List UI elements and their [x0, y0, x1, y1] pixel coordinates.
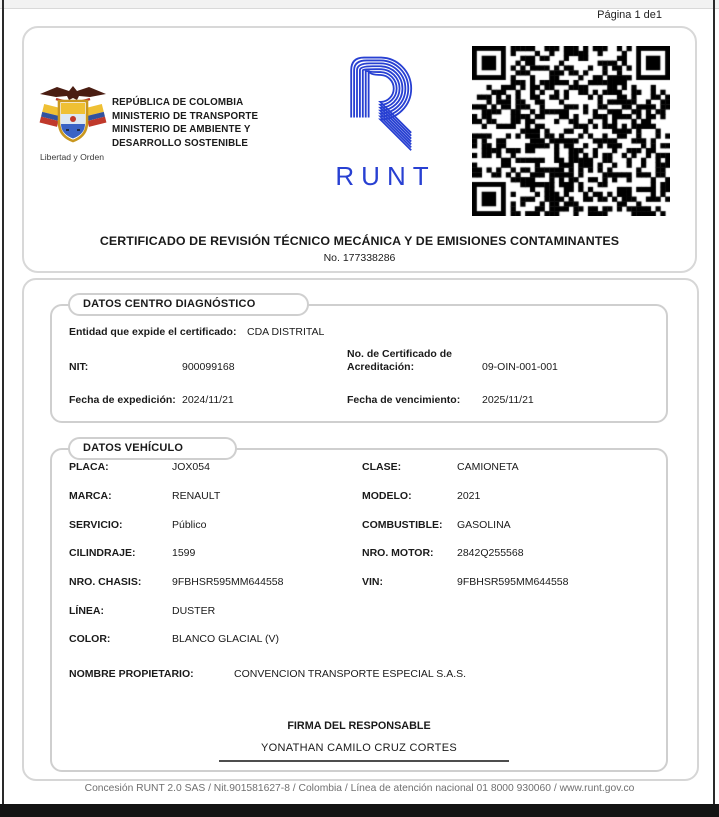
nit-value: 900099168	[182, 361, 235, 373]
motor-label: NRO. MOTOR:	[362, 547, 434, 559]
ministry-line: REPÚBLICA DE COLOMBIA	[112, 97, 244, 108]
runt-logo	[327, 52, 439, 192]
page-bottom-bar	[0, 804, 719, 817]
entity-value: CDA DISTRITAL	[247, 326, 325, 338]
certificate-title: CERTIFICADO DE REVISIÓN TÉCNICO MECÁNICA Y DE EMISIONES CONTAMINANTES	[99, 234, 620, 248]
chasis-value: 9FBHSR595MM644558	[172, 576, 284, 588]
section-title-vehicle: DATOS VEHÍCULO	[68, 437, 237, 460]
signature-line	[219, 760, 509, 762]
signature-name: YONATHAN CAMILO CRUZ CORTES	[261, 742, 457, 754]
marca-value: RENAULT	[172, 490, 221, 502]
vin-label: VIN:	[362, 576, 383, 588]
clase-value: CAMIONETA	[457, 461, 519, 473]
entity-label: Entidad que expide el certificado:	[69, 326, 237, 338]
issue-date-value: 2024/11/21	[182, 394, 234, 406]
chasis-label: NRO. CHASIS:	[69, 576, 142, 588]
nit-label: NIT:	[69, 361, 89, 373]
servicio-label: SERVICIO:	[69, 519, 123, 531]
modelo-label: MODELO:	[362, 490, 412, 502]
qr-code	[472, 46, 670, 216]
placa-value: JOX054	[172, 461, 210, 473]
page-left-border	[2, 0, 4, 817]
modelo-value: 2021	[457, 490, 481, 502]
ministry-line: DESARROLLO SOSTENIBLE	[112, 137, 248, 149]
issue-date-label: Fecha de expedición:	[69, 394, 176, 406]
footer-text: Concesión RUNT 2.0 SAS / Nit.901581627-8 / Colombia / Línea de atención nacional 01 8000 930060 / www.runt.gov.co	[84, 783, 635, 794]
ministry-text	[112, 96, 258, 150]
expiry-date-value: 2025/11/21	[482, 394, 534, 406]
accreditation-value: 09-OIN-001-001	[482, 361, 558, 373]
owner-value: CONVENCION TRANSPORTE ESPECIAL S.A.S.	[234, 668, 467, 680]
coat-motto: Libertad y Orden	[39, 152, 104, 162]
ministry-line: MINISTERIO DE AMBIENTE Y	[112, 124, 251, 135]
colombia-coat-of-arms-icon	[36, 84, 110, 150]
linea-value: DUSTER	[172, 605, 216, 617]
combustible-value: GASOLINA	[457, 519, 511, 531]
clase-label: CLASE:	[362, 461, 402, 473]
vin-value: 9FBHSR595MM644558	[457, 576, 569, 588]
linea-label: LÍNEA:	[69, 605, 104, 617]
color-label: COLOR:	[69, 633, 111, 645]
servicio-value: Público	[172, 519, 207, 531]
signature-title: FIRMA DEL RESPONSABLE	[287, 720, 431, 732]
cilindraje-value: 1599	[172, 547, 196, 559]
color-value: BLANCO GLACIAL (V)	[172, 633, 279, 645]
certificate-number: No. 177338286	[323, 252, 396, 264]
owner-label: NOMBRE PROPIETARIO:	[69, 668, 194, 680]
ministry-line: MINISTERIO DE TRANSPORTE	[112, 110, 259, 122]
section-vehicle	[50, 442, 668, 772]
content-box	[22, 278, 699, 781]
section-title-diagnostic: DATOS CENTRO DIAGNÓSTICO	[68, 293, 309, 316]
motor-value: 2842Q255568	[457, 547, 524, 559]
section-diagnostic-center	[50, 298, 668, 423]
combustible-label: COMBUSTIBLE:	[362, 519, 443, 531]
placa-label: PLACA:	[69, 461, 109, 473]
expiry-date-label: Fecha de vencimiento:	[347, 394, 461, 406]
page-number-label: Página 1 de1	[597, 9, 662, 21]
runt-logo-text: RUNT	[335, 161, 436, 191]
header-box	[22, 26, 697, 273]
cilindraje-label: CILINDRAJE:	[69, 547, 136, 559]
page-right-border	[713, 0, 715, 817]
top-strip	[0, 0, 719, 9]
marca-label: MARCA:	[69, 490, 112, 502]
runt-logo-icon	[333, 52, 433, 154]
accreditation-label: No. de Certificado de Acreditación:	[347, 348, 453, 373]
